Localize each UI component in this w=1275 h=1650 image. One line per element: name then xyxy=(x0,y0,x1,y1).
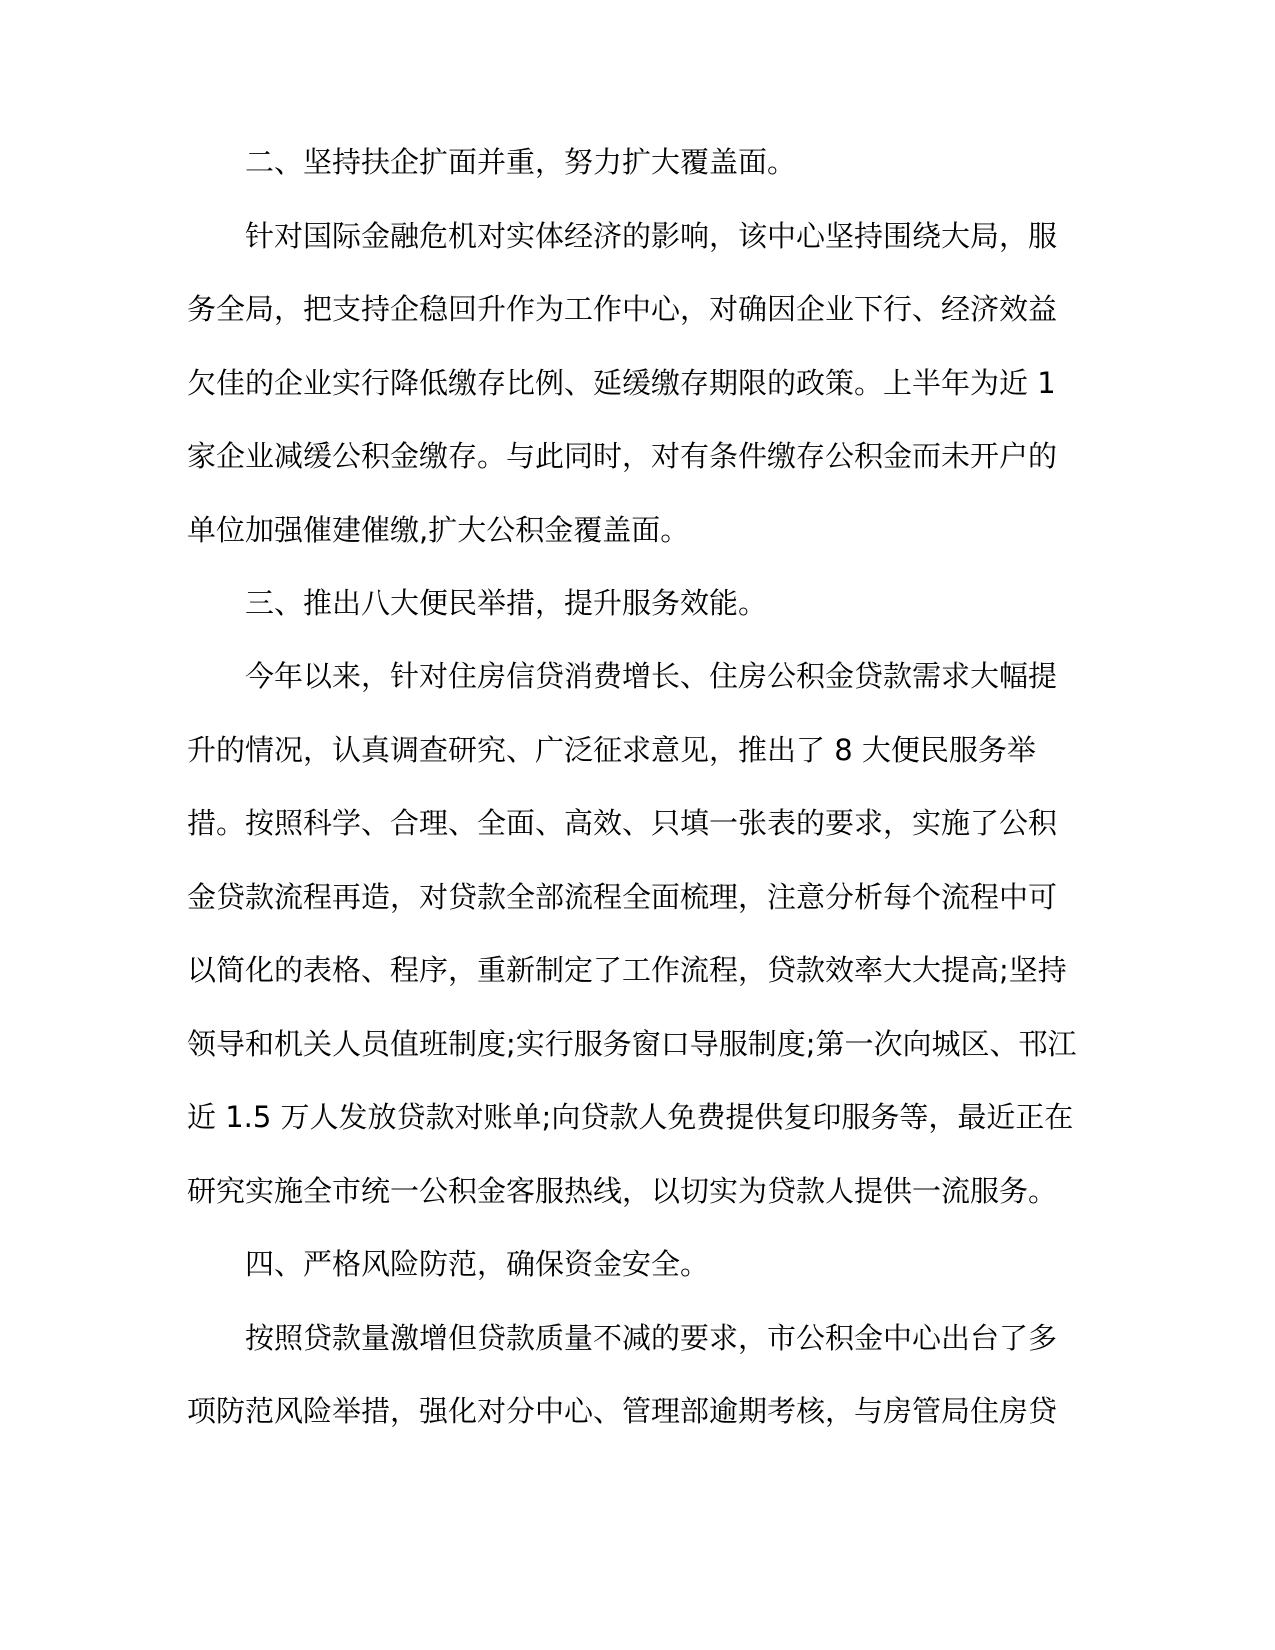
paragraph-line: 领导和机关人员值班制度;实行服务窗口导服制度;第一次向城区、邗江 xyxy=(187,1027,1077,1061)
heading-4: 四、严格风险防范，确保资金安全。 xyxy=(245,1247,710,1281)
paragraph-line: 金贷款流程再造，对贷款全部流程全面梳理，注意分析每个流程中可 xyxy=(187,880,1058,914)
paragraph-line: 近 1.5 万人发放贷款对账单;向贷款人免费提供复印服务等，最近正在 xyxy=(187,1100,1074,1134)
heading-3: 三、推出八大便民举措，提升服务效能。 xyxy=(245,586,768,620)
paragraph-line: 务全局，把支持企稳回升作为工作中心，对确因企业下行、经济效益 xyxy=(187,292,1058,326)
paragraph-line: 措。按照科学、合理、全面、高效、只填一张表的要求，实施了公积 xyxy=(187,806,1058,840)
paragraph-line: 今年以来，针对住房信贷消费增长、住房公积金贷款需求大幅提 xyxy=(245,659,1058,693)
paragraph-line: 按照贷款量激增但贷款质量不减的要求，市公积金中心出台了多 xyxy=(245,1321,1058,1355)
paragraph-line: 针对国际金融危机对实体经济的影响，该中心坚持围绕大局，服 xyxy=(245,219,1058,253)
heading-2: 二、坚持扶企扩面并重，努力扩大覆盖面。 xyxy=(245,145,797,179)
paragraph-line: 单位加强催建催缴,扩大公积金覆盖面。 xyxy=(187,513,690,547)
paragraph-line: 欠佳的企业实行降低缴存比例、延缓缴存期限的政策。上半年为近 1 xyxy=(187,366,1056,400)
paragraph-line: 以简化的表格、程序，重新制定了工作流程，贷款效率大大提高;坚持 xyxy=(187,953,1067,987)
paragraph-line: 家企业减缓公积金缴存。与此同时，对有条件缴存公积金而未开户的 xyxy=(187,439,1058,473)
paragraph-line: 研究实施全市统一公积金客服热线，以切实为贷款人提供一流服务。 xyxy=(187,1174,1058,1208)
paragraph-line: 项防范风险举措，强化对分中心、管理部逾期考核，与房管局住房贷 xyxy=(187,1394,1058,1428)
paragraph-line: 升的情况，认真调查研究、广泛征求意见，推出了 8 大便民服务举 xyxy=(187,733,1036,767)
